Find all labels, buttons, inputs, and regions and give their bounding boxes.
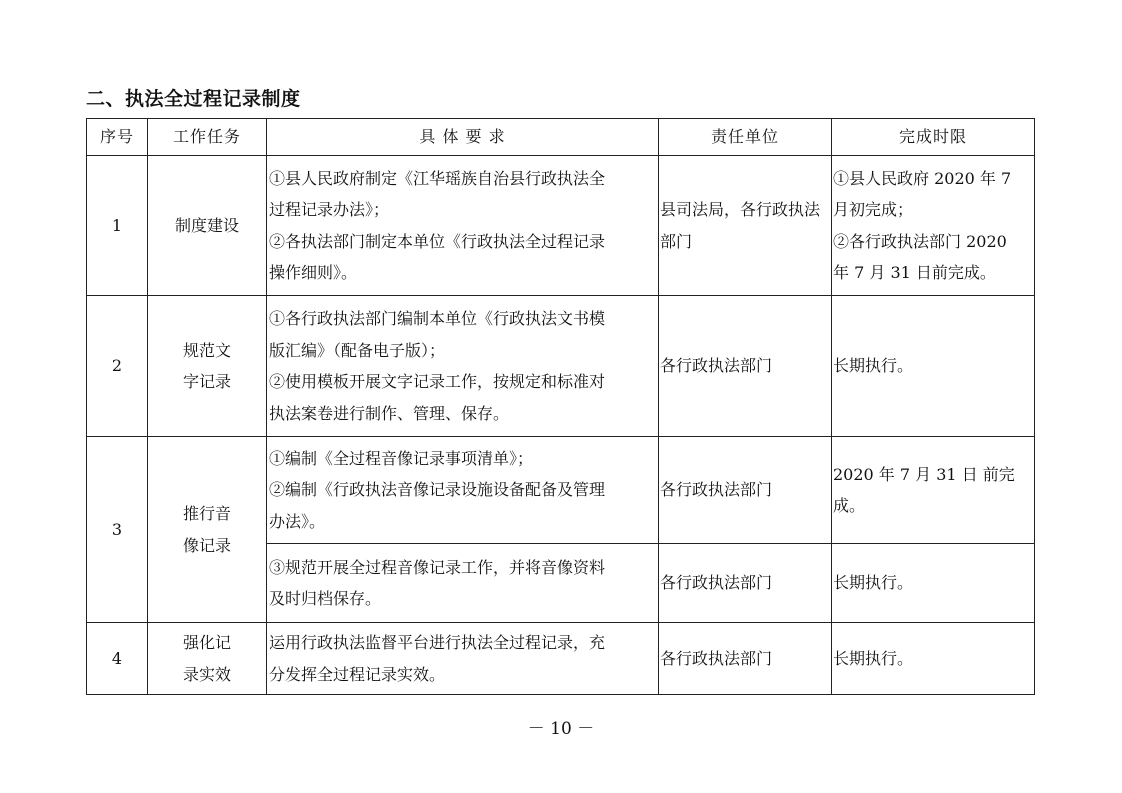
- page-number: － 10 －: [527, 719, 595, 739]
- table-row: [87, 623, 1035, 695]
- deadline-line: 月初完成；: [833, 200, 914, 219]
- task-cell: [148, 623, 267, 695]
- requirement-line: 过程记录办法》；: [269, 200, 390, 219]
- deadline-line: 长期执行。: [833, 356, 914, 376]
- table-row: [87, 296, 1035, 437]
- requirement-line: 运用行政执法监督平台进行执法全过程记录，充: [269, 633, 606, 652]
- requirement-line: 操作细则》。: [269, 263, 358, 282]
- header-seq: 序号: [87, 119, 148, 156]
- unit-cell: 各行政执法部门: [659, 544, 832, 623]
- deadline-line: 长期执行。: [833, 573, 914, 593]
- unit-cell: 各行政执法部门: [659, 437, 832, 544]
- requirement-line: ①各行政执法部门编制本单位《行政执法文书模: [269, 309, 606, 328]
- task-line: 制度建设: [174, 215, 239, 235]
- header-task: 工作任务: [148, 119, 267, 156]
- task-table: [86, 118, 1035, 695]
- table-row: [87, 156, 1035, 296]
- task-cell: [148, 296, 267, 437]
- deadline-cell: [832, 156, 1035, 296]
- requirement-line: ①编制《全过程音像记录事项清单》；: [269, 448, 534, 468]
- requirement-line: 分发挥全过程记录实效。: [269, 664, 446, 684]
- deadline-cell: [832, 296, 1035, 437]
- task-line: 字记录: [182, 372, 231, 391]
- deadline-line: 成。: [833, 496, 866, 515]
- requirement-line: ①县人民政府制定《江华瑶族自治县行政执法全: [269, 168, 606, 188]
- task-line: 强化记: [182, 633, 231, 652]
- unit-cell: 各行政执法部门: [659, 296, 832, 437]
- requirements-cell: [267, 623, 659, 695]
- task-line: 录实效: [182, 664, 231, 684]
- requirements-cell: [267, 296, 659, 437]
- deadline-line: 年 7 月 31 日前完成。: [833, 263, 996, 282]
- unit-cell: 县司法局，各行政执法部门: [659, 156, 832, 296]
- section-heading: 二、执法全过程记录制度: [86, 88, 301, 110]
- requirements-cell: [267, 544, 659, 623]
- requirement-line: ②编制《行政执法音像记录设施设备配备及管理: [269, 480, 606, 500]
- deadline-line: ①县人民政府 2020 年 7: [833, 168, 1012, 188]
- requirement-line: 办法》。: [269, 511, 326, 531]
- unit-cell: 各行政执法部门: [659, 623, 832, 695]
- seq-cell: 2: [87, 296, 148, 437]
- requirement-line: ②各执法部门制定本单位《行政执法全过程记录: [269, 231, 606, 251]
- task-line: 像记录: [182, 535, 231, 555]
- header-unit: 责任单位: [659, 119, 832, 156]
- deadline-cell: [832, 437, 1035, 544]
- deadline-cell: [832, 623, 1035, 695]
- deadline-cell: [832, 544, 1035, 623]
- requirement-line: ②使用模板开展文字记录工作，按规定和标准对: [269, 372, 606, 391]
- requirement-line: ③规范开展全过程音像记录工作，并将音像资料: [269, 557, 606, 577]
- requirements-cell: [267, 156, 659, 296]
- header-requirements: 具 体 要 求: [267, 119, 659, 156]
- seq-cell: 1: [87, 156, 148, 296]
- seq-cell: 3: [87, 437, 148, 623]
- requirement-line: 版汇编》（配备电子版）；: [269, 340, 446, 360]
- task-cell: [148, 437, 267, 623]
- deadline-line: ②各行政执法部门 2020: [833, 231, 1007, 251]
- requirements-cell: [267, 437, 659, 544]
- header-deadline: 完成时限: [832, 119, 1035, 156]
- table-row: [87, 437, 1035, 544]
- seq-cell: 4: [87, 623, 148, 695]
- deadline-line: 2020 年 7 月 31 日 前完: [833, 464, 1015, 484]
- requirement-line: 执法案卷进行制作、管理、保存。: [269, 403, 510, 423]
- task-line: 推行音: [182, 504, 231, 523]
- table-header-row: [87, 119, 1035, 156]
- task-cell: [148, 156, 267, 296]
- task-line: 规范文: [182, 340, 231, 360]
- requirement-line: 及时归档保存。: [269, 589, 382, 608]
- deadline-line: 长期执行。: [833, 648, 914, 668]
